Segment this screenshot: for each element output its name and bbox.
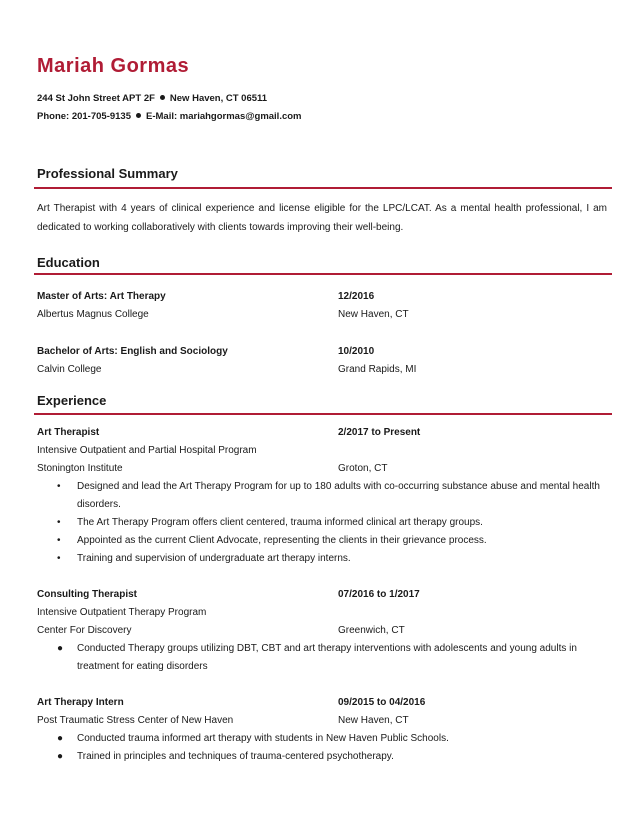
job-bullet: Conducted Therapy groups utilizing DBT, CBT and art therapy interventions with adolescents and young adults in treatment for eating disorders	[77, 643, 577, 672]
address-line	[37, 93, 267, 104]
bullet-separator-icon	[160, 95, 165, 100]
bullet-icon: •	[57, 553, 61, 564]
job-bullet: Designed and lead the Art Therapy Program for up to 180 adults with co-occurring substance abuse and mental health disorders.	[77, 481, 600, 510]
job-role: Consulting Therapist	[37, 589, 137, 600]
job-program: Intensive Outpatient Therapy Program	[37, 607, 207, 618]
phone-number: Phone: 201-705-9135	[37, 111, 131, 122]
bullet-icon: ●	[57, 751, 64, 762]
job-employer: Stonington Institute	[37, 463, 123, 474]
job-dates: 07/2016 to 1/2017	[338, 589, 420, 600]
job-role: Art Therapy Intern	[37, 697, 124, 708]
summary-text: Art Therapist with 4 years of clinical experience and license eligible for the LPC/LCAT. As a mental health professional, I am dedicated to working collaboratively with clients towards improving their well-being.	[37, 203, 607, 233]
bullet-icon: •	[57, 481, 61, 492]
section-title-education: Education	[37, 255, 100, 270]
job-bullet: The Art Therapy Program offers client centered, trauma informed clinical art therapy groups.	[77, 517, 483, 528]
job-program: Intensive Outpatient and Partial Hospital Program	[37, 445, 257, 456]
bullet-icon: ●	[57, 733, 64, 744]
bullet-icon: •	[57, 517, 61, 528]
education-location: Grand Rapids, MI	[338, 364, 417, 375]
section-title-summary: Professional Summary	[37, 166, 178, 181]
section-divider	[34, 273, 612, 275]
job-bullet: Training and supervision of undergraduate art therapy interns.	[77, 553, 351, 564]
section-divider	[34, 187, 612, 189]
education-date: 12/2016	[338, 291, 375, 302]
job-location: Greenwich, CT	[338, 625, 405, 636]
job-location: Groton, CT	[338, 463, 388, 474]
education-school: Albertus Magnus College	[37, 309, 149, 320]
street-address: 244 St John Street APT 2F	[37, 93, 155, 104]
city-state-zip: New Haven, CT 06511	[169, 93, 268, 104]
job-bullet: Trained in principles and techniques of trauma-centered psychotherapy.	[77, 751, 394, 762]
candidate-name: Mariah Gormas	[37, 55, 190, 77]
education-degree: Bachelor of Arts: English and Sociology	[37, 346, 228, 357]
bullet-separator-icon	[136, 113, 141, 118]
education-school: Calvin College	[37, 364, 102, 375]
job-dates: 2/2017 to Present	[338, 427, 421, 438]
job-employer: Post Traumatic Stress Center of New Haven	[37, 715, 234, 726]
education-date: 10/2010	[338, 346, 375, 357]
email-address: E-Mail: mariahgormas@gmail.com	[146, 111, 302, 122]
section-divider	[34, 413, 612, 415]
education-location: New Haven, CT	[338, 309, 409, 320]
bullet-icon: •	[57, 535, 61, 546]
job-dates: 09/2015 to 04/2016	[338, 697, 426, 708]
job-bullet: Conducted trauma informed art therapy with students in New Haven Public Schools.	[77, 733, 449, 744]
job-bullet: Appointed as the current Client Advocate, representing the clients in their grievance process.	[77, 535, 487, 546]
contact-line	[37, 111, 302, 122]
education-degree: Master of Arts: Art Therapy	[37, 291, 166, 302]
job-location: New Haven, CT	[338, 715, 409, 726]
section-title-experience: Experience	[37, 393, 107, 408]
job-employer: Center For Discovery	[37, 625, 132, 636]
job-role: Art Therapist	[37, 427, 100, 438]
bullet-icon: ●	[57, 643, 64, 654]
